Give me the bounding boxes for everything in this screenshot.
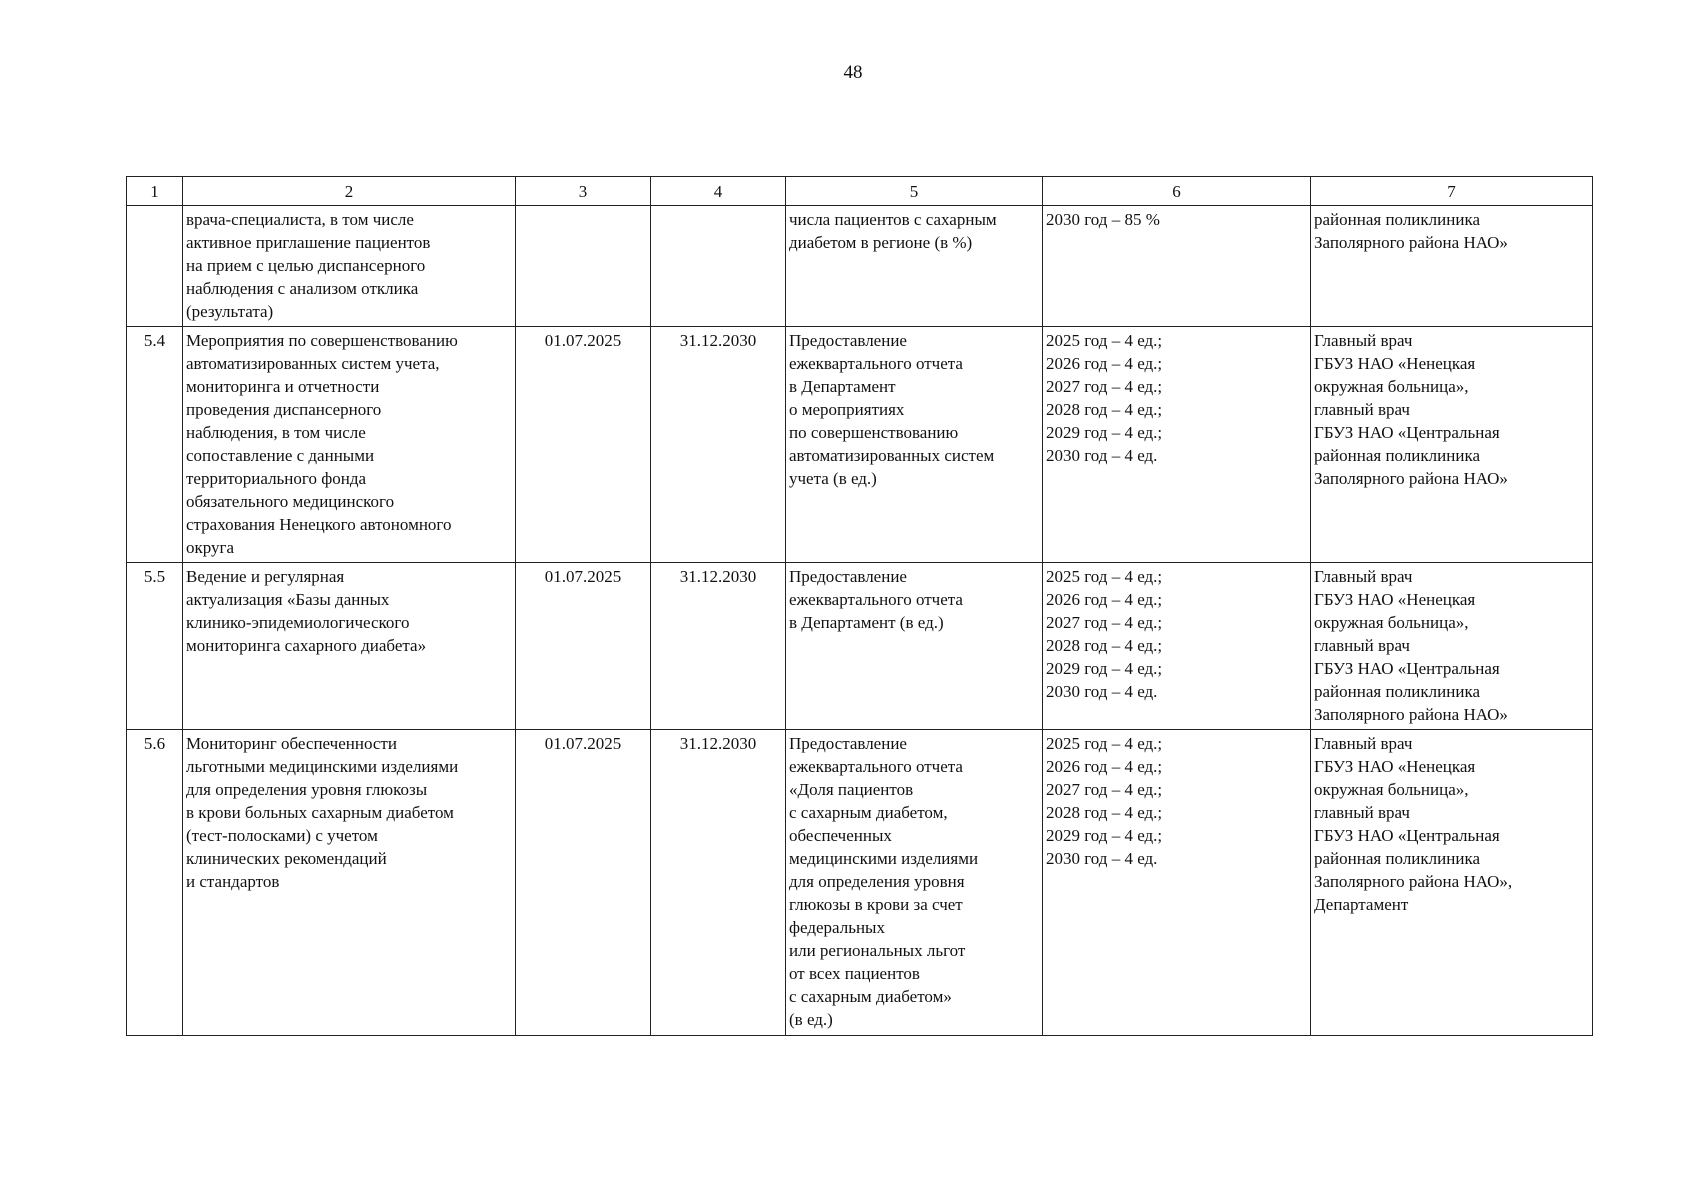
table-row [127, 563, 1593, 730]
responsible-cell: Главный врач ГБУЗ НАО «Ненецкая окружная больница», главный врач ГБУЗ НАО «Центральная районная поликлиника Заполярного района НАО» [1311, 327, 1593, 563]
activity-cell: Мониторинг обеспеченности льготными медицинскими изделиями для определения уровня глюкозы в крови больных сахарным диабетом (тест-полосками) с учетом клинических рекомендаций и стандартов [183, 730, 516, 1036]
end-date-cell [651, 206, 786, 327]
start-date-cell: 01.07.2025 [516, 327, 651, 563]
column-header: 3 [516, 177, 651, 206]
end-date-cell: 31.12.2030 [651, 327, 786, 563]
column-header: 1 [127, 177, 183, 206]
row-number-cell: 5.4 [127, 327, 183, 563]
start-date-cell [516, 206, 651, 327]
row-number-cell: 5.5 [127, 563, 183, 730]
activity-cell: Мероприятия по совершенствованию автоматизированных систем учета, мониторинга и отчетности проведения диспансерного наблюдения, в том числе сопоставление с данными территориального фонда обязательного медицинского страхования Ненецкого автономного округа [183, 327, 516, 563]
targets-cell: 2025 год – 4 ед.; 2026 год – 4 ед.; 2027 год – 4 ед.; 2028 год – 4 ед.; 2029 год – 4 ед.; 2030 год – 4 ед. [1043, 730, 1311, 1036]
column-header: 4 [651, 177, 786, 206]
row-number-cell [127, 206, 183, 327]
column-header: 7 [1311, 177, 1593, 206]
activity-cell: врача-специалиста, в том числе активное приглашение пациентов на прием с целью диспансерного наблюдения с анализом отклика (результата) [183, 206, 516, 327]
result-cell: Предоставление ежеквартального отчета в Департамент (в ед.) [786, 563, 1043, 730]
result-cell: Предоставление ежеквартального отчета «Доля пациентов с сахарным диабетом, обеспеченных медицинскими изделиями для определения уровня глюкозы в крови за счет федеральных или региональных льгот от всех пациентов с сахарным диабетом» (в ед.) [786, 730, 1043, 1036]
responsible-cell: районная поликлиника Заполярного района НАО» [1311, 206, 1593, 327]
targets-cell: 2025 год – 4 ед.; 2026 год – 4 ед.; 2027 год – 4 ед.; 2028 год – 4 ед.; 2029 год – 4 ед.; 2030 год – 4 ед. [1043, 563, 1311, 730]
table-row [127, 730, 1593, 1036]
end-date-cell: 31.12.2030 [651, 563, 786, 730]
page-number: 48 [843, 62, 863, 83]
responsible-cell: Главный врач ГБУЗ НАО «Ненецкая окружная больница», главный врач ГБУЗ НАО «Центральная районная поликлиника Заполярного района НАО», Департамент [1311, 730, 1593, 1036]
responsible-cell: Главный врач ГБУЗ НАО «Ненецкая окружная больница», главный врач ГБУЗ НАО «Центральная районная поликлиника Заполярного района НАО» [1311, 563, 1593, 730]
start-date-cell: 01.07.2025 [516, 563, 651, 730]
column-header: 6 [1043, 177, 1311, 206]
targets-cell: 2030 год – 85 % [1043, 206, 1311, 327]
end-date-cell: 31.12.2030 [651, 730, 786, 1036]
column-header: 2 [183, 177, 516, 206]
result-cell: Предоставление ежеквартального отчета в Департамент о мероприятиях по совершенствованию автоматизированных систем учета (в ед.) [786, 327, 1043, 563]
targets-cell: 2025 год – 4 ед.; 2026 год – 4 ед.; 2027 год – 4 ед.; 2028 год – 4 ед.; 2029 год – 4 ед.; 2030 год – 4 ед. [1043, 327, 1311, 563]
table-row [127, 327, 1593, 563]
column-header: 5 [786, 177, 1043, 206]
plan-table [126, 176, 1593, 1036]
table-header-row [127, 177, 1593, 206]
row-number-cell: 5.6 [127, 730, 183, 1036]
result-cell: числа пациентов с сахарным диабетом в регионе (в %) [786, 206, 1043, 327]
start-date-cell: 01.07.2025 [516, 730, 651, 1036]
activity-cell: Ведение и регулярная актуализация «Базы данных клинико-эпидемиологического мониторинга сахарного диабета» [183, 563, 516, 730]
table-row [127, 206, 1593, 327]
